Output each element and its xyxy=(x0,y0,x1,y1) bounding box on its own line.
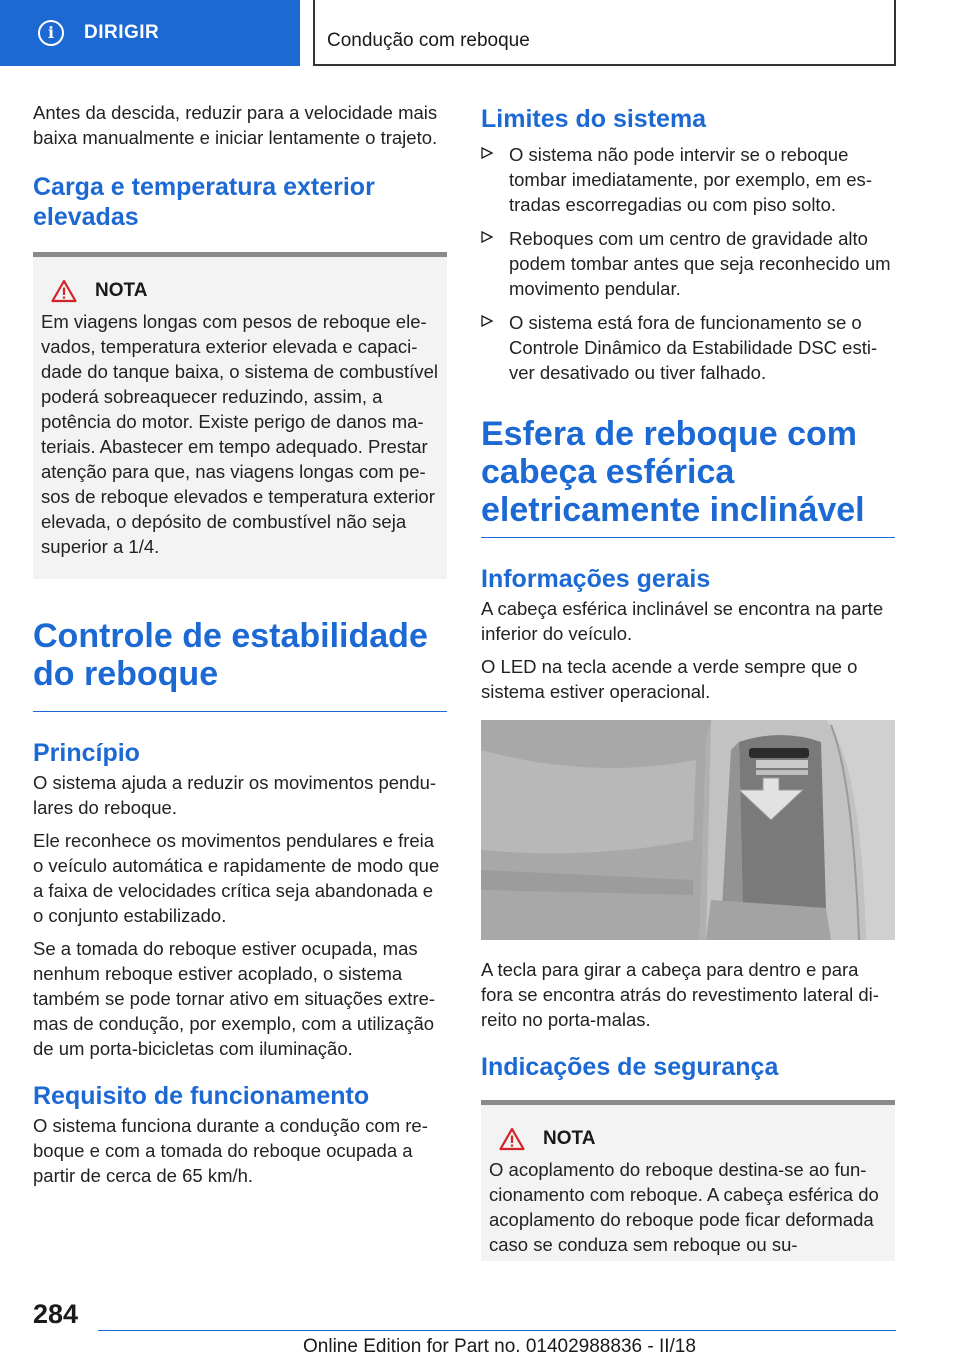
note-label: NOTA xyxy=(543,1128,596,1149)
note-text: Em viagens longas com pesos de reboque elevados, temperatura exterior elevada e capacidade do tanque baixa, o sistema de combustível poderá sobreaquecer reduzindo, assim, a potência do motor. Existe perigo de danos materiais. Abastecer em tempo adequado. Prestar atenção para que, nas viagens longas com pesos de reboque elevados e temperatura exterior elevada, o depósito de combustível não seja superior a 1/4. xyxy=(41,311,438,557)
bullet-triangle-icon xyxy=(481,147,493,159)
safety-heading: Indicações de segurança xyxy=(481,1053,779,1081)
principle-paragraph-1: O sistema ajuda a reduzir os movimentos pendulares do reboque. xyxy=(33,772,437,818)
bullet-triangle-icon xyxy=(481,231,493,243)
list-item: Reboques com um centro de gravidade alto podem tombar antes que seja reconhecido um movimento pendular. xyxy=(481,226,895,301)
heading-rule xyxy=(481,537,895,538)
note-box-coupling xyxy=(481,1100,895,1261)
footer-rule xyxy=(98,1330,896,1331)
chapter-title: Condução com reboque xyxy=(327,30,530,51)
note-label: NOTA xyxy=(95,280,148,301)
tow-ball-heading: Esfera de reboque com cabeça esférica eletricamente inclinável xyxy=(481,415,865,529)
heat-heading: Carga e temperatura exterior elevadas xyxy=(33,173,375,231)
heading-rule xyxy=(33,711,447,712)
stability-heading: Controle de estabilidade do reboque xyxy=(33,617,428,693)
section-title: DIRIGIR xyxy=(84,22,160,43)
warning-triangle-icon xyxy=(499,1127,525,1151)
warning-triangle-icon xyxy=(51,279,77,303)
info-icon: i xyxy=(38,20,64,46)
edition-footer: Online Edition for Part no. 01402988836 - II/18 xyxy=(303,1336,696,1357)
principle-heading: Princípio xyxy=(33,739,140,767)
list-item: O sistema está fora de funcionamento se o Controle Dinâmico da Estabilidade DSC estiver desativado ou tiver falhado. xyxy=(481,310,895,385)
list-item: O sistema não pode intervir se o reboque tombar imediatamente, por exemplo, em estradas escorregadias ou com piso solto. xyxy=(481,142,895,217)
trunk-button-illustration xyxy=(481,720,895,940)
limits-heading: Limites do sistema xyxy=(481,105,707,133)
page-number: 284 xyxy=(33,1299,79,1329)
general-info-heading: Informações gerais xyxy=(481,565,711,593)
intro-paragraph: Antes da descida, reduzir para a velocidade mais baixa manualmente e iniciar lentamente o trajeto. xyxy=(33,102,438,148)
note-box-fuel xyxy=(33,252,447,579)
section-tab xyxy=(0,0,300,66)
limits-list xyxy=(481,142,895,385)
chapter-box xyxy=(313,0,896,66)
right-column xyxy=(481,100,895,1261)
requirement-heading: Requisito de funcionamento xyxy=(33,1082,370,1110)
general-paragraph-1: A cabeça esférica inclinável se encontra na parte inferior do veículo. xyxy=(481,598,884,644)
left-column xyxy=(33,100,447,1196)
note-header xyxy=(489,1127,887,1151)
note-text: O acoplamento do reboque destina-se ao funcionamento com reboque. A cabeça esférica do acoplamento do reboque pode ficar deformada caso se conduza sem reboque ou su- xyxy=(489,1159,879,1255)
requirement-paragraph: O sistema funciona durante a condução com reboque e com a tomada do reboque ocupada a partir de cerca de 65 km/h. xyxy=(33,1115,428,1186)
note-header xyxy=(41,279,439,303)
photo-caption: A tecla para girar a cabeça para dentro e para fora se encontra atrás do revestimento lateral direito no porta-malas. xyxy=(481,959,879,1030)
principle-paragraph-3: Se a tomada do reboque estiver ocupada, mas nenhum reboque estiver acoplado, o sistema também se pode tornar ativo em situações extremas de condução, por exemplo, com a utilização de um porta-bicicletas com iluminação. xyxy=(33,938,436,1059)
bullet-triangle-icon xyxy=(481,315,493,327)
principle-paragraph-2: Ele reconhece os movimentos pendulares e freia o veículo automática e rapidamente de modo que a faixa de velocidades crítica seja abandonada e o conjunto estabilizado. xyxy=(33,830,440,926)
general-paragraph-2: O LED na tecla acende a verde sempre que o sistema estiver operacional. xyxy=(481,656,858,702)
